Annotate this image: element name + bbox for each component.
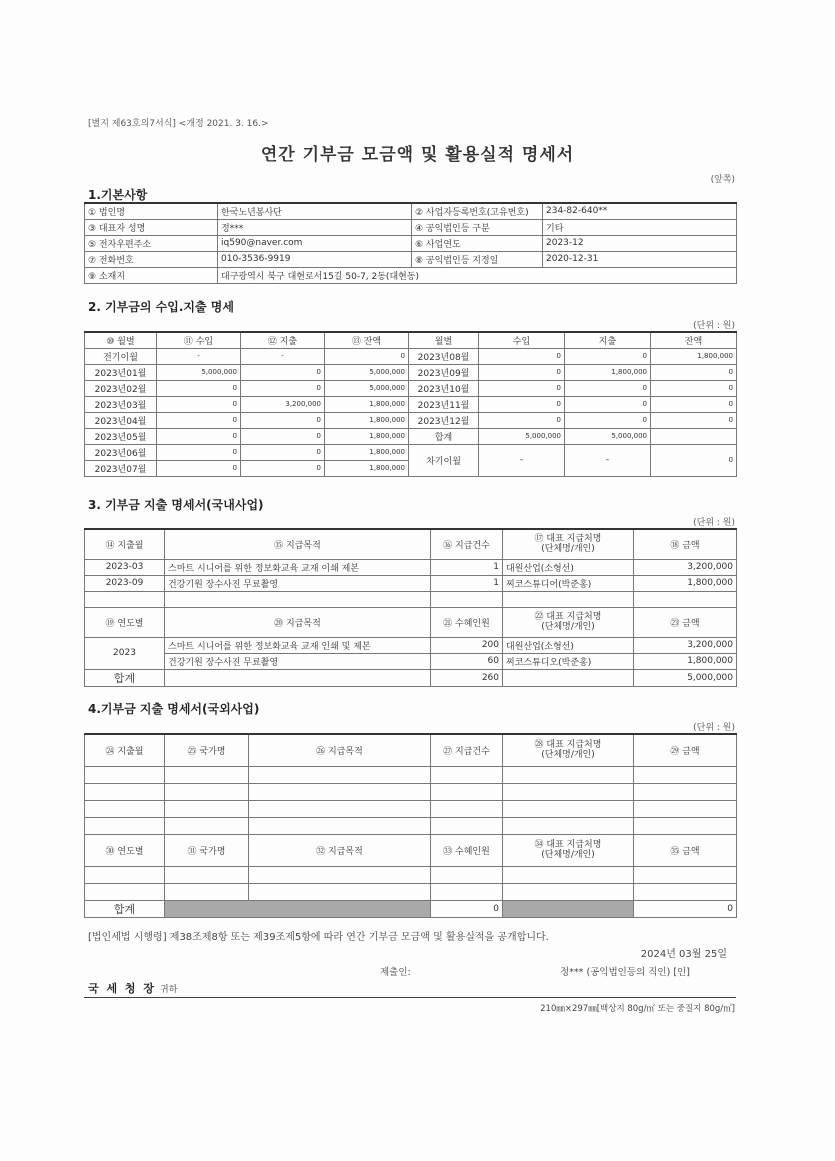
for-empty-cell — [503, 817, 634, 834]
for-empty-cell — [165, 866, 249, 883]
unit-label: (단위 : 원) — [693, 518, 735, 528]
for-empty-cell — [165, 800, 249, 817]
submission-date: 2024년 03월 25일 — [640, 949, 727, 960]
dom-header-payee-line2: (단체명/개인) — [541, 622, 595, 632]
for-header: ㉙ 금액 — [634, 734, 737, 766]
ie-balance: 0 — [651, 412, 737, 428]
for-header: ㉛ 국가명 — [165, 834, 249, 866]
dom-header: ⑯ 지급건수 — [431, 529, 503, 559]
for-empty-cell — [165, 766, 249, 783]
for-header: ㉔ 지출월 — [85, 734, 165, 766]
ie-header: 수입 — [479, 332, 565, 348]
ie-carry-balance: 0 — [651, 444, 737, 476]
fiscal-year-value: 2023-12 — [543, 235, 737, 251]
ie-income: 0 — [157, 428, 241, 444]
cert-type-label: ④ 공익법인등 구분 — [412, 219, 543, 235]
for-empty-cell — [503, 800, 634, 817]
dom-purpose: 건강기원 장수사진 무료촬영 — [165, 575, 431, 591]
ie-header: ⑬ 잔액 — [325, 332, 409, 348]
for-header-payee — [503, 834, 634, 866]
ie-balance: 1,800,000 — [325, 460, 409, 476]
ie-expense: 0 — [565, 348, 651, 364]
ie-month: 2023년03월 — [85, 396, 157, 412]
for-empty-cell — [85, 800, 165, 817]
dom-amount: 1,800,000 — [634, 575, 737, 591]
ie-income: 0 — [479, 364, 565, 380]
dom-total-amount: 5,000,000 — [634, 669, 737, 686]
for-header-payee-line1: ㉘ 대표 지급처명 — [534, 740, 602, 751]
dom-header-payee-line1: ㉒ 대표 지급처명 — [534, 612, 602, 622]
ie-balance: 0 — [651, 380, 737, 396]
dom-total-label: 합계 — [85, 669, 165, 686]
submitter-name: 정*** (공익법인등의 직인) [인] — [560, 967, 690, 978]
recipient-office — [88, 980, 177, 996]
ie-income: 0 — [157, 380, 241, 396]
for-total-shaded — [165, 900, 431, 917]
ie-header: ⑪ 수입 — [157, 332, 241, 348]
for-empty-cell — [249, 817, 431, 834]
dom-empty-cell — [431, 591, 503, 607]
ie-balance: 1,800,000 — [325, 428, 409, 444]
ie-month: 2023년10월 — [409, 380, 479, 396]
ie-expense: 0 — [241, 380, 325, 396]
for-empty-cell — [431, 783, 503, 800]
ie-carry-label: 차기이월 — [409, 444, 479, 476]
ie-income: 0 — [479, 396, 565, 412]
ie-income: - — [157, 348, 241, 364]
ie-month: 2023년04월 — [85, 412, 157, 428]
ie-income: 0 — [157, 412, 241, 428]
ie-income: 0 — [479, 412, 565, 428]
ie-income: 0 — [479, 348, 565, 364]
ie-month: 2023년12월 — [409, 412, 479, 428]
dom-empty-cell — [503, 669, 634, 686]
ie-carry-income: - — [479, 444, 565, 476]
ie-expense: 0 — [565, 380, 651, 396]
for-empty-cell — [85, 817, 165, 834]
dom-count: 1 — [431, 575, 503, 591]
ie-total-income: 5,000,000 — [479, 428, 565, 444]
for-header-payee — [503, 734, 634, 766]
ie-balance: 1,800,000 — [325, 412, 409, 428]
dom-header-payee — [503, 529, 634, 559]
form-identifier: [별지 제63호의7서식] <개정 2021. 3. 16.> — [88, 119, 269, 129]
ie-total-label: 합계 — [409, 428, 479, 444]
ie-balance: 5,000,000 — [325, 364, 409, 380]
for-header: ㉗ 지급건수 — [431, 734, 503, 766]
for-empty-cell — [85, 883, 165, 900]
ie-month: 2023년08월 — [409, 348, 479, 364]
income-expense-table — [84, 331, 737, 477]
unit-label: (단위 : 원) — [693, 723, 735, 733]
dom-payee: 찌코스튜디어(박준홍) — [503, 575, 634, 591]
corp-name-label: ① 법인명 — [85, 203, 218, 219]
cert-type-value: 기타 — [543, 219, 737, 235]
for-empty-cell — [634, 866, 737, 883]
dom-month: 2023-09 — [85, 575, 165, 591]
dom-payee: 대원산업(소형선) — [503, 637, 634, 653]
ie-month: 2023년11월 — [409, 396, 479, 412]
for-header-payee-line2: (단체명/개인) — [541, 750, 595, 761]
dom-purpose: 스마트 시니어를 위한 정보화교육 교재 이쇄 제본 — [165, 559, 431, 575]
for-header-payee-line2: (단체명/개인) — [541, 850, 595, 860]
ie-expense: 1,800,000 — [565, 364, 651, 380]
dom-header-payee-line1: ⑰ 대표 지급처명 — [534, 534, 602, 545]
dom-empty-cell — [634, 591, 737, 607]
section-foreign-title: 4.기부금 지출 명세서(국외사업) — [88, 702, 260, 716]
ie-balance: 1,800,000 — [325, 396, 409, 412]
dom-header: ⑳ 지급목적 — [165, 607, 431, 637]
for-empty-cell — [431, 866, 503, 883]
foreign-table — [84, 733, 737, 918]
dom-header-payee-line2: (단체명/개인) — [541, 544, 595, 555]
for-header: ㉟ 금액 — [634, 834, 737, 866]
ie-total-expense: 5,000,000 — [565, 428, 651, 444]
ie-expense: 0 — [565, 396, 651, 412]
dom-header: ㉑ 수혜인원 — [431, 607, 503, 637]
for-empty-cell — [431, 800, 503, 817]
section-income-title: 2. 기부금의 수입.지출 명세 — [88, 300, 234, 314]
for-total-shaded — [503, 900, 634, 917]
ie-month: 2023년09월 — [409, 364, 479, 380]
for-empty-cell — [431, 883, 503, 900]
for-header: ㉝ 수혜인원 — [431, 834, 503, 866]
dom-purpose: 스마트 시니어를 위한 정보화교육 교재 인쇄 및 제본 — [165, 637, 431, 653]
for-empty-cell — [431, 766, 503, 783]
basic-info-table — [84, 202, 737, 284]
dom-empty-cell — [165, 591, 431, 607]
submitter-label: 제출인: — [380, 967, 411, 978]
ie-balance: 0 — [325, 348, 409, 364]
ie-month: 2023년07월 — [85, 460, 157, 476]
dom-header: ㉓ 금액 — [634, 607, 737, 637]
for-empty-cell — [165, 883, 249, 900]
for-empty-cell — [503, 866, 634, 883]
ie-expense: - — [241, 348, 325, 364]
ie-income: 0 — [157, 396, 241, 412]
ie-total-balance — [651, 428, 737, 444]
corp-name-value: 한국노년봉사단 — [218, 203, 412, 219]
ie-header: ⑩ 월별 — [85, 332, 157, 348]
dom-count: 1 — [431, 559, 503, 575]
paper-spec: 210㎜×297㎜[백상지 80g/㎡ 또는 중질지 80g/㎡] — [540, 1004, 735, 1014]
phone-label: ⑦ 전화번호 — [85, 251, 218, 267]
dom-payee: 찌코스튜디오(박준홍) — [503, 653, 634, 669]
ie-income: 5,000,000 — [157, 364, 241, 380]
fiscal-year-label: ⑥ 사업연도 — [412, 235, 543, 251]
ie-carry-expense: - — [565, 444, 651, 476]
dom-amount: 3,200,000 — [634, 637, 737, 653]
ie-expense: 0 — [241, 412, 325, 428]
for-header-payee-line1: ㉞ 대표 지급처명 — [534, 840, 602, 850]
for-header: ㉕ 국가명 — [165, 734, 249, 766]
for-empty-cell — [249, 783, 431, 800]
dom-header-payee — [503, 607, 634, 637]
dom-header: ⑭ 지출월 — [85, 529, 165, 559]
dom-beneficiaries: 60 — [431, 653, 503, 669]
ie-expense: 0 — [241, 460, 325, 476]
ie-income: 0 — [157, 444, 241, 460]
for-empty-cell — [85, 766, 165, 783]
domestic-table — [84, 528, 737, 687]
ie-month: 전기이월 — [85, 348, 157, 364]
dom-beneficiaries: 200 — [431, 637, 503, 653]
section-basic-title: 1.기본사항 — [88, 188, 148, 202]
ie-income: 0 — [157, 460, 241, 476]
ie-month: 2023년01월 — [85, 364, 157, 380]
designated-value: 2020-12-31 — [543, 251, 737, 267]
ie-balance: 1,800,000 — [325, 444, 409, 460]
dom-payee: 대원산업(소형선) — [503, 559, 634, 575]
for-empty-cell — [249, 766, 431, 783]
ie-header: 지출 — [565, 332, 651, 348]
for-empty-cell — [634, 800, 737, 817]
dom-empty-cell — [85, 591, 165, 607]
ie-header: 월별 — [409, 332, 479, 348]
for-empty-cell — [634, 883, 737, 900]
dom-header: ⑱ 금액 — [634, 529, 737, 559]
dom-header: ⑲ 연도별 — [85, 607, 165, 637]
for-empty-cell — [431, 817, 503, 834]
for-total-label: 합계 — [85, 900, 165, 917]
biz-no-label: ② 사업자등록번호(고유번호) — [412, 203, 543, 219]
ie-month: 2023년02월 — [85, 380, 157, 396]
for-empty-cell — [165, 817, 249, 834]
for-empty-cell — [85, 866, 165, 883]
ie-expense: 0 — [241, 364, 325, 380]
ie-expense: 0 — [241, 428, 325, 444]
ie-header: 잔액 — [651, 332, 737, 348]
dom-purpose: 건강기원 장수사진 무료촬영 — [165, 653, 431, 669]
front-side-label: (앞쪽) — [710, 175, 735, 185]
ie-balance: 0 — [651, 364, 737, 380]
designated-label: ⑧ 공익법인등 지정일 — [412, 251, 543, 267]
address-value: 대구광역시 북구 대현로서15길 50-7, 2동(대현동) — [218, 267, 737, 283]
dom-year: 2023 — [85, 637, 165, 669]
ie-month: 2023년06월 — [85, 444, 157, 460]
for-header: ㉚ 연도별 — [85, 834, 165, 866]
biz-no-value: 234-82-640** — [543, 203, 737, 219]
ie-balance: 5,000,000 — [325, 380, 409, 396]
dom-amount: 3,200,000 — [634, 559, 737, 575]
dom-empty-cell — [503, 591, 634, 607]
ie-income: 0 — [479, 380, 565, 396]
for-empty-cell — [634, 783, 737, 800]
for-empty-cell — [165, 783, 249, 800]
unit-label: (단위 : 원) — [693, 321, 735, 331]
email-value: iq590@naver.com — [218, 235, 412, 251]
recipient-office-name: 국 세 청 장 — [88, 982, 156, 995]
for-empty-cell — [503, 883, 634, 900]
ie-balance: 0 — [651, 396, 737, 412]
ie-month: 2023년05월 — [85, 428, 157, 444]
dom-total-count: 260 — [431, 669, 503, 686]
ie-expense: 0 — [241, 444, 325, 460]
for-empty-cell — [249, 800, 431, 817]
dom-header: ⑮ 지급목적 — [165, 529, 431, 559]
email-label: ⑤ 전자우편주소 — [85, 235, 218, 251]
for-empty-cell — [503, 783, 634, 800]
for-empty-cell — [85, 783, 165, 800]
ie-expense: 3,200,000 — [241, 396, 325, 412]
dom-amount: 1,800,000 — [634, 653, 737, 669]
for-total-count: 0 — [431, 900, 503, 917]
for-empty-cell — [634, 766, 737, 783]
footer-divider — [84, 997, 736, 998]
section-domestic-title: 3. 기부금 지출 명세서(국내사업) — [88, 498, 264, 512]
dom-empty-cell — [165, 669, 431, 686]
for-empty-cell — [249, 866, 431, 883]
for-total-amount: 0 — [634, 900, 737, 917]
ie-balance: 1,800,000 — [651, 348, 737, 364]
for-empty-cell — [249, 883, 431, 900]
rep-label: ③ 대표자 성명 — [85, 219, 218, 235]
phone-value: 010-3536-9919 — [218, 251, 412, 267]
recipient-suffix: 귀하 — [160, 985, 178, 995]
legal-statement: [법인세법 시행령] 제38조제8항 또는 제39조제5항에 따라 연간 기부금 모금액 및 활용실적을 공개합니다. — [88, 932, 549, 943]
rep-value: 정*** — [218, 219, 412, 235]
for-empty-cell — [503, 766, 634, 783]
document-title: 연간 기부금 모금액 및 활용실적 명세서 — [260, 145, 575, 165]
address-label: ⑨ 소재지 — [85, 267, 218, 283]
for-header: ㉖ 지급목적 — [249, 734, 431, 766]
dom-month: 2023-03 — [85, 559, 165, 575]
ie-header: ⑫ 지출 — [241, 332, 325, 348]
ie-expense: 0 — [565, 412, 651, 428]
for-header: ㉜ 지급목적 — [249, 834, 431, 866]
for-empty-cell — [634, 817, 737, 834]
